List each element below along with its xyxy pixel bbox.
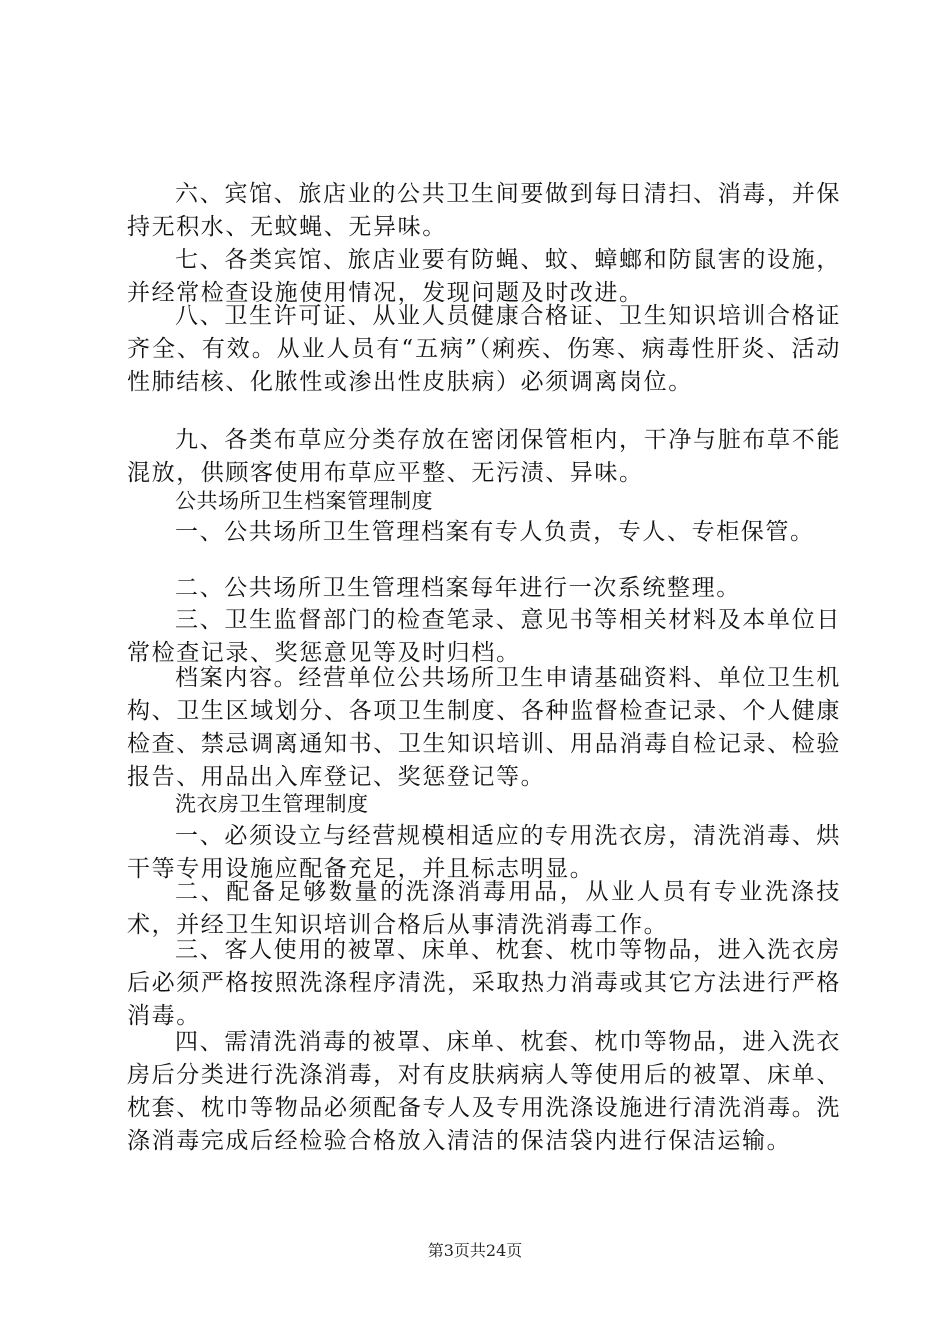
paragraph-seven: 七、各类宾馆、旅店业要有防蝇、蚊、蟑螂和防鼠害的设施，并经常检查设施使用情况，发现问题及时改进。: [127, 247, 841, 306]
paragraph-nine: 九、各类布草应分类存放在密闭保管柜内，干净与脏布草不能混放，供顾客使用布草应平整、无污渍、异味。: [127, 427, 841, 486]
heading-laundry-management: 洗衣房卫生管理制度: [175, 792, 369, 816]
page-number: 第3页: [427, 1241, 470, 1260]
archive-item-one: 一、公共场所卫生管理档案有专人负责，专人、专柜保管。: [175, 519, 815, 545]
archive-contents: 档案内容。经营单位公共场所卫生申请基础资料、单位卫生机构、卫生区域划分、各项卫生制度、各种监督检查记录、个人健康检查、禁忌调离通知书、卫生知识培训、用品消毒自检记录、检验报告、用品出入库登记、奖惩登记等。: [127, 665, 841, 790]
laundry-item-one: 一、必须设立与经营规模相适应的专用洗衣房，清洗消毒、烘干等专用设施应配备充足，并且标志明显。: [127, 823, 841, 882]
paragraph-six: 六、宾馆、旅店业的公共卫生间要做到每日清扫、消毒，并保持无积水、无蚊蝇、无异味。: [127, 181, 841, 240]
archive-item-two: 二、公共场所卫生管理档案每年进行一次系统整理。: [175, 575, 741, 601]
laundry-item-two: 二、配备足够数量的洗涤消毒用品，从业人员有专业洗涤技术，并经卫生知识培训合格后从事清洗消毒工作。: [127, 879, 841, 938]
paragraph-eight: 八、卫生许可证、从业人员健康合格证、卫生知识培训合格证齐全、有效。从业人员有“五病”（痢疾、伤寒、病毒性肝炎、活动性肺结核、化脓性或渗出性皮肤病）必须调离岗位。: [127, 303, 841, 395]
laundry-item-four: 四、需清洗消毒的被罩、床单、枕套、枕巾等物品，进入洗衣房后分类进行洗涤消毒，对有皮肤病病人等使用后的被罩、床单、枕套、枕巾等物品必须配备专人及专用洗涤设施进行清洗消毒。洗涤消毒完成后经检验合格放入清洁的保洁袋内进行保洁运输。: [127, 1029, 841, 1154]
page-footer: [0, 1240, 950, 1262]
archive-item-three: 三、卫生监督部门的检查笔录、意见书等相关材料及本单位日常检查记录、奖惩意见等及时归档。: [127, 607, 841, 666]
laundry-item-three: 三、客人使用的被罩、床单、枕套、枕巾等物品，进入洗衣房后必须严格按照洗涤程序清洗，采取热力消毒或其它方法进行严格消毒。: [127, 937, 841, 1029]
heading-archive-management: 公共场所卫生档案管理制度: [175, 489, 433, 513]
page-total: 共24页: [469, 1241, 523, 1260]
